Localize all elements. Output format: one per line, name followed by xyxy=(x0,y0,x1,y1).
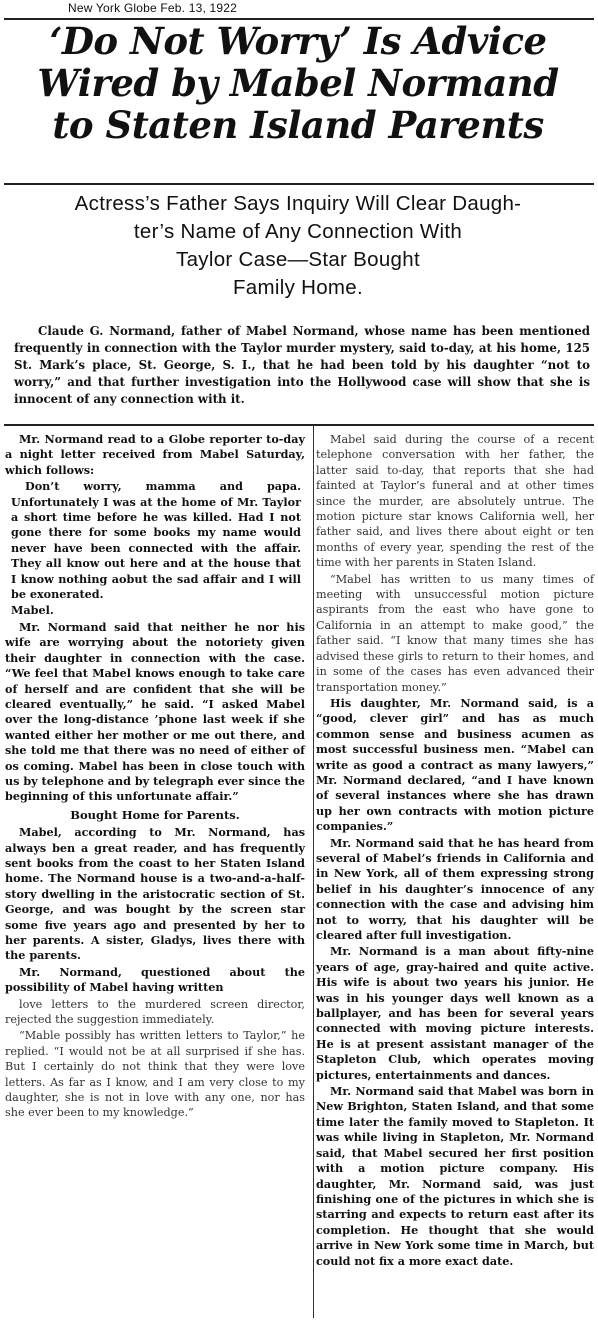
right-paragraph-6: Mr. Normand said that Mabel was born in New Brighton, Staten Island, and that some time later the family moved to Stapleton. It was while living in Stapleton, Mr. Normand said, that Mabel secured her first position with a motion picture company. His daughter, Mr. Normand said, was just finishing one of the pictures in which she is starring and expects to return east after its completion. He thought that she would arrive in New York some time in March, but could not fix a more exact date. xyxy=(316,1084,594,1268)
right-paragraph-3: His daughter, Mr. Normand said, is a “good, clever girl” and has as much common sense and business acumen as most successful business men. “Mabel can write as good a contract as many lawyers,” Mr. Normand declared, “and I have known of several instances where she has drawn up her own contracts with motion picture companies.” xyxy=(316,695,594,834)
source-line: New York Globe Feb. 13, 1922 xyxy=(68,1,238,15)
headline-line-2: Wired by Mabel Normand xyxy=(37,61,559,105)
left-paragraph-1: Mr. Normand read to a Globe reporter to-day a night letter received from Mabel Saturday, which follows: xyxy=(5,432,305,477)
right-paragraph-2: “Mabel has written to us many times of meeting with unsuccessful motion picture aspirants from the east who have gone to California in an attempt to make good,” the father said. “I know that many times she has advised these girls to return to their homes, and in some of the cases has even advanced their transportation money.” xyxy=(316,572,594,694)
headline xyxy=(6,20,590,146)
subhead-line-1: Actress’s Father Says Inquiry Will Clear Daugh- xyxy=(74,192,522,215)
left-column xyxy=(5,432,305,1122)
right-paragraph-4: Mr. Normand said that he has heard from several of Mabel’s friends in California and in New York, all of them expressing strong belief in his daughter’s innocence of any connection with the case and advising him not to worry, that his daughter will be cleared after full investigation. xyxy=(316,835,594,942)
right-paragraph-5: Mr. Normand is a man about fifty-nine years of age, gray-haired and quite active. His wife is about two years his junior. He was in his younger days well known as a ballplayer, and has been for several years connected with moving picture interests. He is at present assistant manager of the Stapleton Club, which operates moving pictures, entertainments and dances. xyxy=(316,944,594,1082)
subhead-line-2: ter’s Name of Any Connection With xyxy=(133,220,463,243)
headline-line-1: ‘Do Not Worry’ Is Advice xyxy=(49,19,547,63)
column-divider xyxy=(313,426,314,1318)
night-letter-quote: Don’t worry, mamma and papa. Unfortunately I was at the home of Mr. Taylor a short time before he was killed. Had I not gone there for some books my name would never have been connected with the affair. They all know out here and at the house that I know nothing aobut the sad affair and I will be exonerated. xyxy=(11,479,301,602)
section-subtitle: Bought Home for Parents. xyxy=(70,807,240,822)
subhead-line-3: Taylor Case—Star Bought xyxy=(176,248,420,271)
headline-rule xyxy=(4,183,594,185)
subheadline xyxy=(6,190,590,302)
left-paragraph-2: Mr. Normand said that neither he nor his wife are worrying about the notoriety given their daughter in connection with the case. “We feel that Mabel knows enough to take care of herself and are confident that she will be cleared eventually,” he said. “I asked Mabel over the long-distance ’phone last week if she wanted either her mother or me out there, and she told me that there was no need of either of os coming. Mabel has been in close touch with us by telephone and by telegraph ever since the beginning of this unfortunate affair.” xyxy=(5,619,306,804)
subhead-line-4: Family Home. xyxy=(232,276,364,299)
right-column xyxy=(316,432,594,1270)
lead-rule xyxy=(4,424,594,426)
left-paragraph-6: “Mable possibly has written letters to Taylor,” he replied. “I would not be at all surprised if she has. But I certainly do not think that they were love letters. As far as I know, and I am very close to my daughter, she is not in love with any one, nor has she ever been to my knowledge.” xyxy=(5,1029,305,1120)
left-paragraph-5: love letters to the murdered screen director, rejected the suggestion immediately. xyxy=(5,997,305,1027)
letter-signature: Mabel. xyxy=(11,603,54,618)
left-paragraph-4: Mr. Normand, questioned about the possibility of Mabel having written xyxy=(5,964,305,995)
left-paragraph-3: Mabel, according to Mr. Normand, has always ben a great reader, and has frequently sent books from the coast to her Staten Island home. The Normand house is a two-and-a-half-story dwelling in the aristocratic section of St. George, and was bought by the screen star some five years ago and presented by her to her parents. A sister, Gladys, lives there with the parents. xyxy=(5,825,305,963)
headline-line-3: to Staten Island Parents xyxy=(52,103,544,147)
lead-paragraph: Claude G. Normand, father of Mabel Normand, whose name has been mentioned frequently in connection with the Taylor murder mystery, said to-day, at his home, 125 St. Mark’s place, St. George, S. I., that he had been told by his daughter “not to worry,” and that further investigation into the Hollywood case will show that she is innocent of any connection with it. xyxy=(14,324,590,406)
right-paragraph-1: Mabel said during the course of a recent telephone conversation with her father, the latter said to-day, that reports that she had fainted at Taylor’s funeral and at other times since the murder, are absolutely untrue. The motion picture star knows California well, her father said, and lives there about eight or ten months of every year, spending the rest of the time with her parents in Staten Island. xyxy=(316,433,594,570)
